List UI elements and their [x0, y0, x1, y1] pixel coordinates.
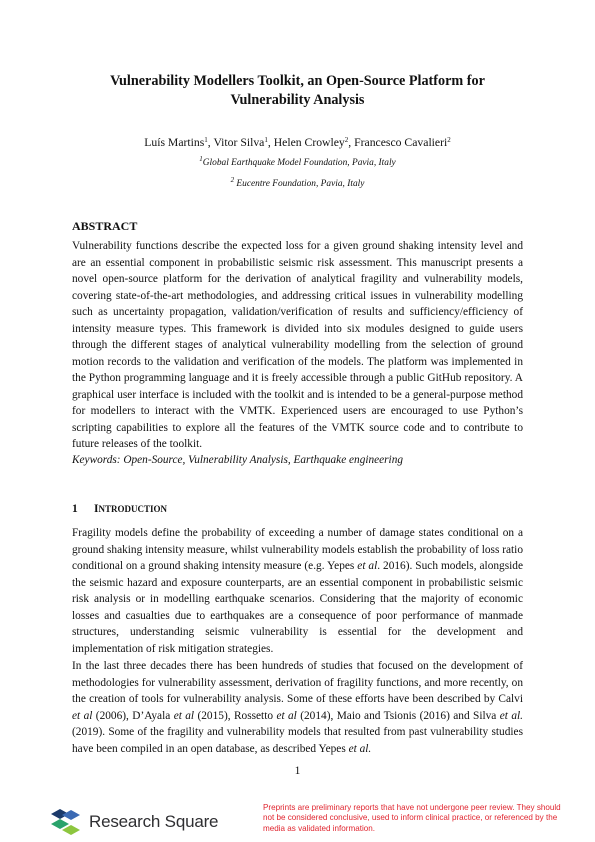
author-name: Luís Martins — [144, 136, 205, 149]
italic-run: et al — [72, 709, 93, 722]
research-square-logo[interactable] — [50, 806, 218, 838]
logo-wordmark: Research Square — [89, 812, 219, 831]
author-name: Francesco Cavalieri — [354, 136, 448, 149]
page-number: 1 — [294, 765, 301, 777]
logo-shape — [51, 819, 69, 829]
section-heading — [72, 503, 167, 515]
affiliation-mark: 2 — [230, 176, 235, 184]
text-run: (2006), D’Ayala — [92, 709, 174, 722]
affiliation — [72, 157, 523, 169]
author-affil-mark: 1 — [264, 136, 268, 144]
author-list: Luís Martins$^1$, Vitor Silva$^1$, Helen Crowley$^2$, Francesco Cavalieri$^2$ — [144, 136, 451, 149]
affiliation-text: Global Earthquake Model Foundation, Pavia, Italy — [202, 158, 396, 168]
italic-run: et al — [357, 560, 378, 572]
research-square-logo-icon — [50, 808, 82, 836]
intro-paragraph-1 — [72, 525, 523, 657]
text-run: . 2016). Such models, alongside the seismic hazard and exposure counterparts, are an essential component in probabilistic seismic risk analysis or in modelling earthquake scenarios. Considering that the majority of economic losses and casualties due to earthquakes are a consequence of poor performance of manmade structures, understanding seismic vulnerability is essential for the development and implementation of risk mitigation strategies. — [72, 560, 523, 655]
author-affil-mark: 2 — [447, 136, 451, 144]
keywords: Keywords: Open-Source, Vulnerability Analysis, Earthquake engineering — [72, 454, 403, 466]
logo-shape — [62, 825, 80, 835]
abstract-heading: ABSTRACT — [72, 219, 138, 233]
text-run: In the last three decades there has been hundreds of studies that focused on the development of methodologies for vulnerability assessment, derivation of fragility functions, and more recently, on the creation of tools for vulnerability analysis. Some of these efforts have been described by Calvi — [72, 660, 523, 705]
affiliation — [72, 178, 523, 190]
text-run: (2014), Maio and Tsionis (2016) and Silva — [296, 709, 500, 722]
abstract-text: Vulnerability functions describe the expected loss for a given ground shaking intensity level and are an essential component in probabilistic seismic risk assessment. This manuscript presents a novel open-source platform for the derivation of analytical fragility and vulnerability models, covering state-of-the-art methodologies, and addressing critical issues in vulnerability modelling such as uncertainty propagation, validation/verification of results and sufficiency/efficiency of intensity measure types. This framework is divided into six modules designed to guide users through the different stages of analytical vulnerability modelling from the selection of ground motion records to the validation and verification of the models. The platform was implemented in the Python programming language and it is freely accessible through a public GitHub repository. A graphical user interface is included with the toolkit and is intended to be a general-purpose method for modellers to interact with the VMTK. Experienced users are encouraged to use Python’s scripting capabilities to explore all the features of the VMTK source code and to contribute to future releases of the toolkit. — [72, 240, 523, 450]
title-line-2: Vulnerability Analysis — [230, 92, 365, 108]
italic-run: et al. — [348, 742, 372, 755]
author-name: Helen Crowley — [273, 136, 345, 149]
author-name: Vitor Silva — [213, 136, 265, 149]
author-affil-mark: 1 — [204, 136, 208, 144]
section-number: 1 — [72, 503, 78, 515]
text-run: Fragility models define the probability of exceeding a number of damage states conditional on a ground shaking intensity measure, whilst vulnerability models establish the probability of loss ratio conditional on a ground shaking intensity measure (e.g. Yepes — [72, 527, 523, 572]
section-title-initial: I — [94, 503, 99, 515]
text-run: (2015), Rossetto — [194, 709, 277, 722]
italic-run: et al. — [499, 709, 523, 722]
affiliation-text: Eucentre Foundation, Pavia, Italy — [236, 179, 365, 189]
title-line-1: Vulnerability Modellers Toolkit, an Open-Source Platform for — [110, 73, 485, 89]
paper-title — [72, 72, 523, 110]
logo-shape — [62, 810, 80, 820]
italic-run: et al — [173, 709, 195, 722]
intro-paragraph-2 — [72, 658, 523, 757]
affiliation-mark: 1 — [199, 155, 203, 163]
section-title-rest: NTRODUCTION — [98, 504, 167, 514]
preprint-disclaimer: Preprints are preliminary reports that have not undergone peer review. They should not be considered conclusive, used to inform clinical practice, or referenced by the media as validated information. — [263, 803, 561, 833]
text-run: (2019). Some of the fragility and vulnerability models that resulted from past vulnerability studies have been compiled in an open database, as described Yepes — [72, 726, 523, 755]
italic-run: et al — [276, 709, 297, 722]
author-affil-mark: 2 — [344, 136, 349, 144]
